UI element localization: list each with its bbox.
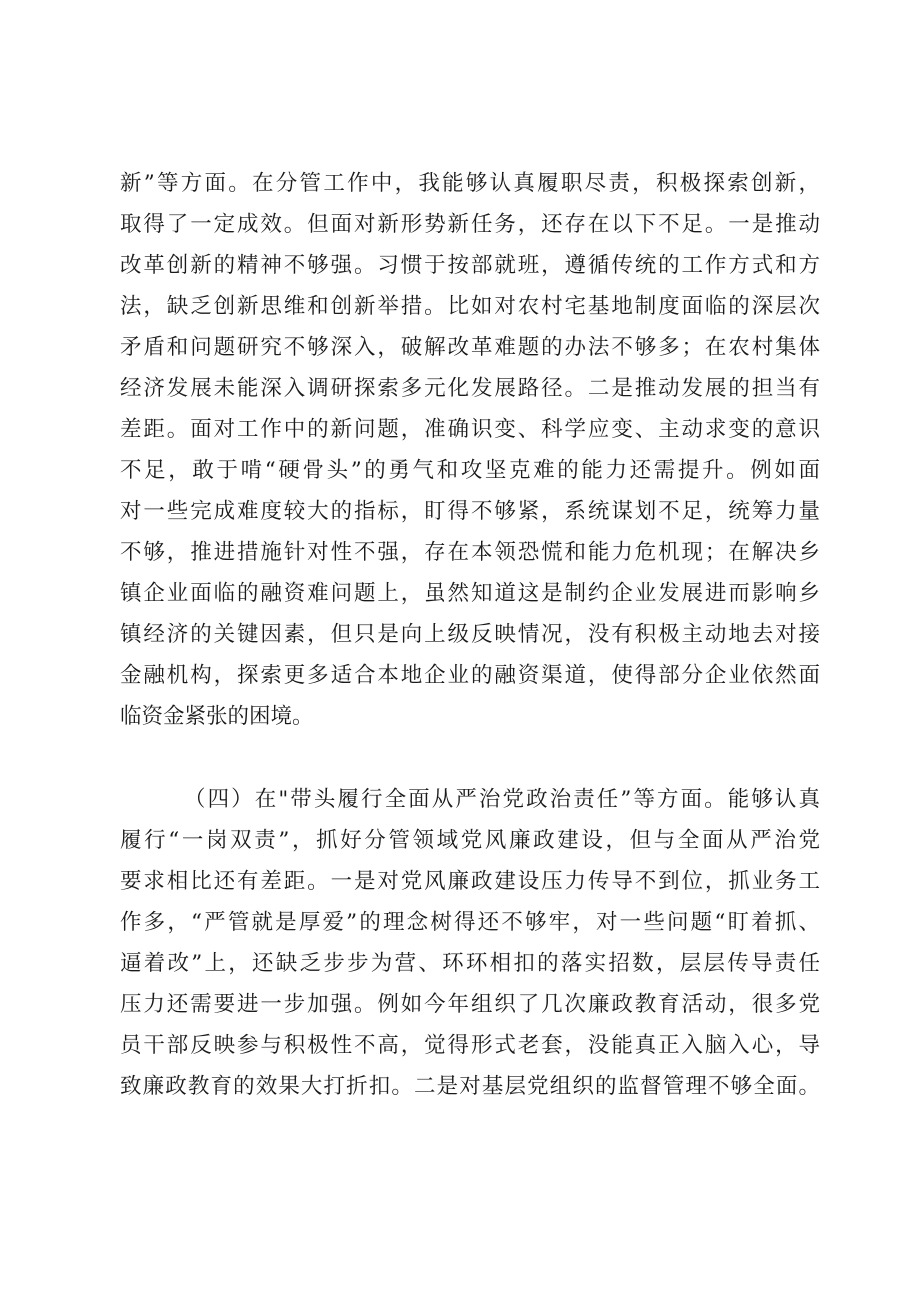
paragraph-1-line: 法，缺乏创新思维和创新举措。比如对农村宅基地制度面临的深层次 — [120, 294, 820, 319]
paragraph-1-line: 差距。面对工作中的新问题，准确识变、科学应变、主动求变的意识 — [120, 417, 820, 442]
paragraph-2-line: 员干部反映参与积极性不高，觉得形式老套，没能真正入脑入心，导 — [120, 1033, 820, 1058]
paragraph-1-line: 经济发展未能深入调研探索多元化发展路径。二是推动发展的担当有 — [120, 376, 820, 401]
paragraph-1-line: 取得了一定成效。但面对新形势新任务，还存在以下不足。一是推动 — [120, 212, 820, 237]
paragraph-1-line: 镇经济的关键因素，但只是向上级反映情况，没有积极主动地去对接 — [120, 622, 820, 647]
paragraph-1-line: 矛盾和问题研究不够深入，破解改革难题的办法不够多；在农村集体 — [120, 335, 820, 360]
paragraph-2-line: 压力还需要进一步加强。例如今年组织了几次廉政教育活动，很多党 — [120, 992, 820, 1017]
paragraph-1-line: 不足，敢于啃“硬骨头”的勇气和攻坚克难的能力还需提升。例如面 — [120, 458, 820, 483]
paragraph-1-line: 不够，推进措施针对性不强，存在本领恐慌和能力危机现；在解决乡 — [120, 540, 820, 565]
paragraph-2 — [120, 779, 820, 1107]
paragraph-2-line: 逼着改”上，还缺乏步步为营、环环相扣的落实招数，层层传导责任 — [120, 951, 820, 976]
paragraph-1 — [120, 163, 820, 737]
paragraph-1-line: 金融机构，探索更多适合本地企业的融资渠道，使得部分企业依然面 — [120, 663, 820, 688]
paragraph-1-line: 镇企业面临的融资难问题上，虽然知道这是制约企业发展进而影响乡 — [120, 581, 820, 606]
paragraph-2-line: 履行“一岗双责”，抓好分管领域党风廉政建设，但与全面从严治党 — [120, 828, 820, 853]
paragraph-1-line: 临资金紧张的困境。 — [120, 704, 314, 729]
paragraph-2-line: （四）在"带头履行全面从严治党政治责任”等方面。能够认真 — [184, 787, 820, 812]
paragraph-2-line: 作多，“严管就是厚爱”的理念树得还不够牢，对一些问题“盯着抓、 — [120, 910, 820, 935]
paragraph-2-line: 要求相比还有差距。一是对党风廉政建设压力传导不到位，抓业务工 — [120, 869, 820, 894]
paragraph-1-line: 改革创新的精神不够强。习惯于按部就班，遵循传统的工作方式和方 — [120, 253, 820, 278]
paragraph-2-line: 致廉政教育的效果大打折扣。二是对基层党组织的监督管理不够全面。 — [120, 1074, 820, 1099]
paragraph-1-line: 对一些完成难度较大的指标，盯得不够紧，系统谋划不足，统筹力量 — [120, 499, 820, 524]
paragraph-1-line: 新”等方面。在分管工作中，我能够认真履职尽责，积极探索创新， — [120, 171, 820, 196]
